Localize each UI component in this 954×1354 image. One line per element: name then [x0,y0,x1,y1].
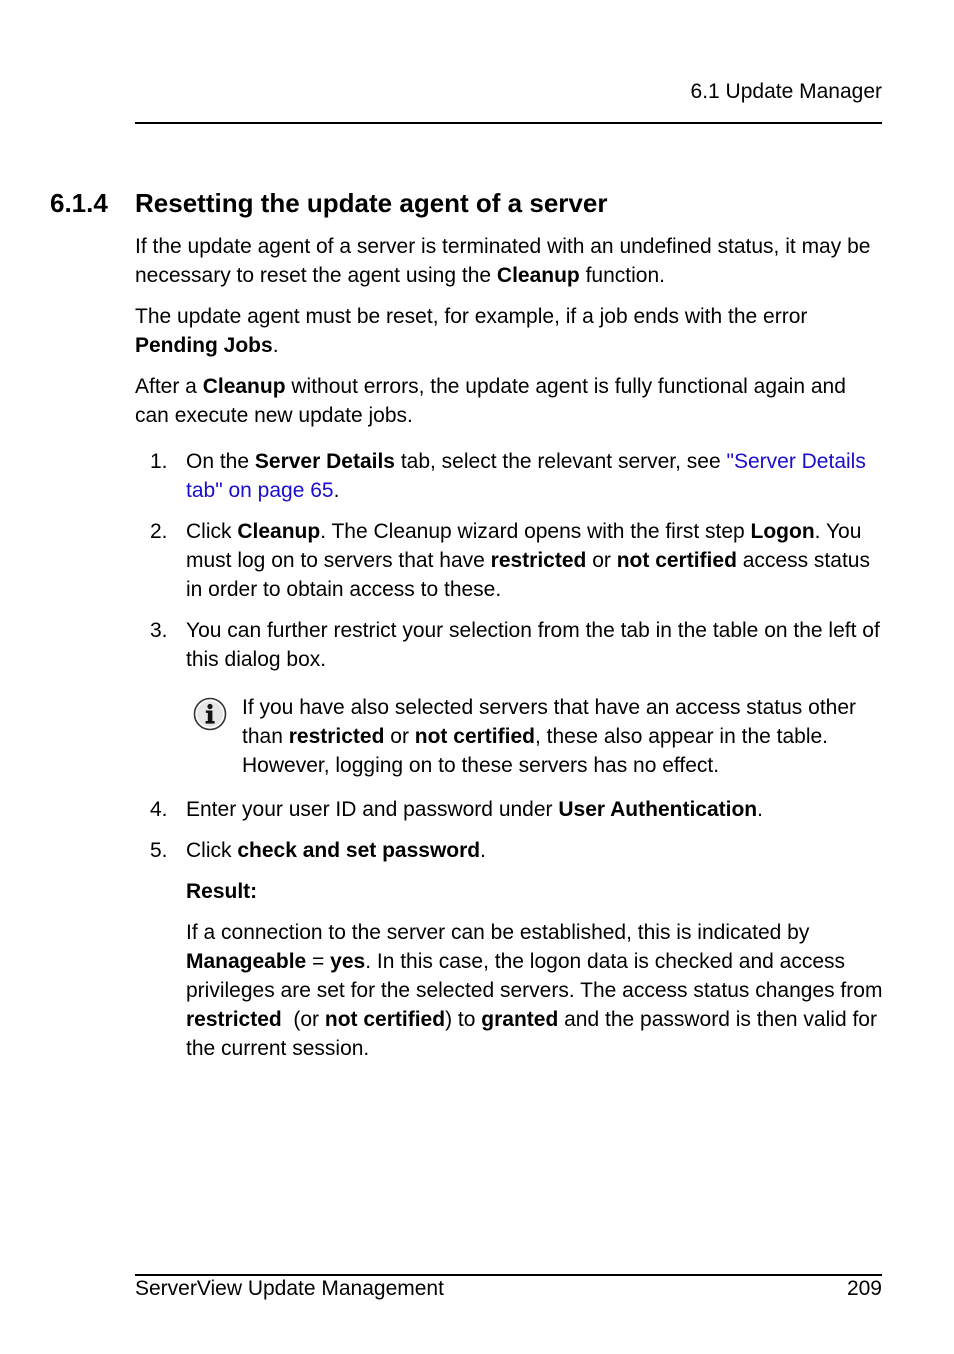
result-text [186,918,886,1063]
text: tab, select the relevant server, see [394,450,727,473]
emphasis: not certified [324,1008,446,1031]
section-number: 6.1.4 [50,188,108,218]
emphasis: Server Details [254,450,395,473]
info-icon [193,697,227,731]
emphasis: Cleanup [202,375,286,398]
text: Click [186,839,238,862]
step-number: 4. [150,798,168,821]
intro-paragraph [135,232,885,290]
text: ) to [445,1008,482,1031]
text: On the [186,450,255,473]
step-4 [150,795,890,824]
text: Enter your user ID and password under [186,798,559,821]
emphasis: not certified [414,725,535,748]
text: = [306,950,331,973]
step-number: 5. [150,839,168,862]
text: and the password is then valid for the current session. [186,1008,877,1060]
text: access status in order to obtain access to these. [186,549,870,601]
section-heading [50,186,890,220]
text: If the update agent of a server is terminated with an undefined status, it may be necessary to reset the agent using the [135,235,871,287]
text: . [480,839,486,862]
emphasis: Manageable [186,950,307,973]
emphasis: check and set password [237,839,481,862]
step-2 [150,517,890,604]
page-number: 209 [846,1277,882,1300]
info-note [193,693,893,780]
emphasis: Pending Jobs [135,334,273,357]
step-3 [150,616,890,674]
footer-product: ServerView Update Management [135,1277,444,1300]
server-details-link[interactable]: "Server Details tab" on page 65 [186,450,866,502]
step-text [186,517,890,604]
reset-paragraph [135,302,885,360]
header-rule [135,122,882,124]
text: The update agent must be reset, for example, if a job ends with the error [135,305,808,328]
step-number: 1. [150,450,168,473]
text: . In this case, the logon data is checked and access privileges are set for the selected servers. The access status changes from [186,950,883,1002]
step-text [186,447,890,505]
text: function. [579,264,665,287]
text: or [384,725,415,748]
step-text: You can further restrict your selection from the tab in the table on the left of this dialog box. [186,619,880,671]
step-text [186,795,890,824]
result-label: Result: [186,880,258,903]
emphasis: restricted [490,549,587,572]
step-number: 3. [150,619,168,642]
emphasis: User Authentication [558,798,758,821]
emphasis: Cleanup [237,520,321,543]
cleanup-paragraph [135,372,885,430]
text: If you have also selected servers that have an access status other than [242,696,857,748]
text: or [586,549,617,572]
emphasis: Cleanup [496,264,580,287]
note-text [242,693,893,780]
emphasis: not certified [616,549,737,572]
text: . You must log on to servers that have [186,520,862,572]
step-text [186,836,890,865]
step-5 [150,836,890,865]
step-1 [150,447,890,505]
text: , these also appear in the table. However, logging on to these servers has no effect. [242,725,829,777]
emphasis: Logon [750,520,815,543]
section-title: Resetting the update agent of a server [135,188,608,218]
emphasis: restricted [288,725,385,748]
step-number: 2. [150,520,168,543]
text: . [757,798,763,821]
text: Click [186,520,238,543]
emphasis: granted [481,1008,559,1031]
text: After a [135,375,203,398]
text: without errors, the update agent is fully functional again and can execute new update jobs. [135,375,846,427]
emphasis: yes [330,950,366,973]
text: . [272,334,279,357]
emphasis: restricted [186,1008,282,1031]
text: If a connection to the server can be established, this is indicated by [186,921,810,944]
text: (or [281,1008,325,1031]
text: . The Cleanup wizard opens with the first step [320,520,751,543]
text: . [333,479,340,502]
running-head: 6.1 Update Manager [690,80,882,103]
